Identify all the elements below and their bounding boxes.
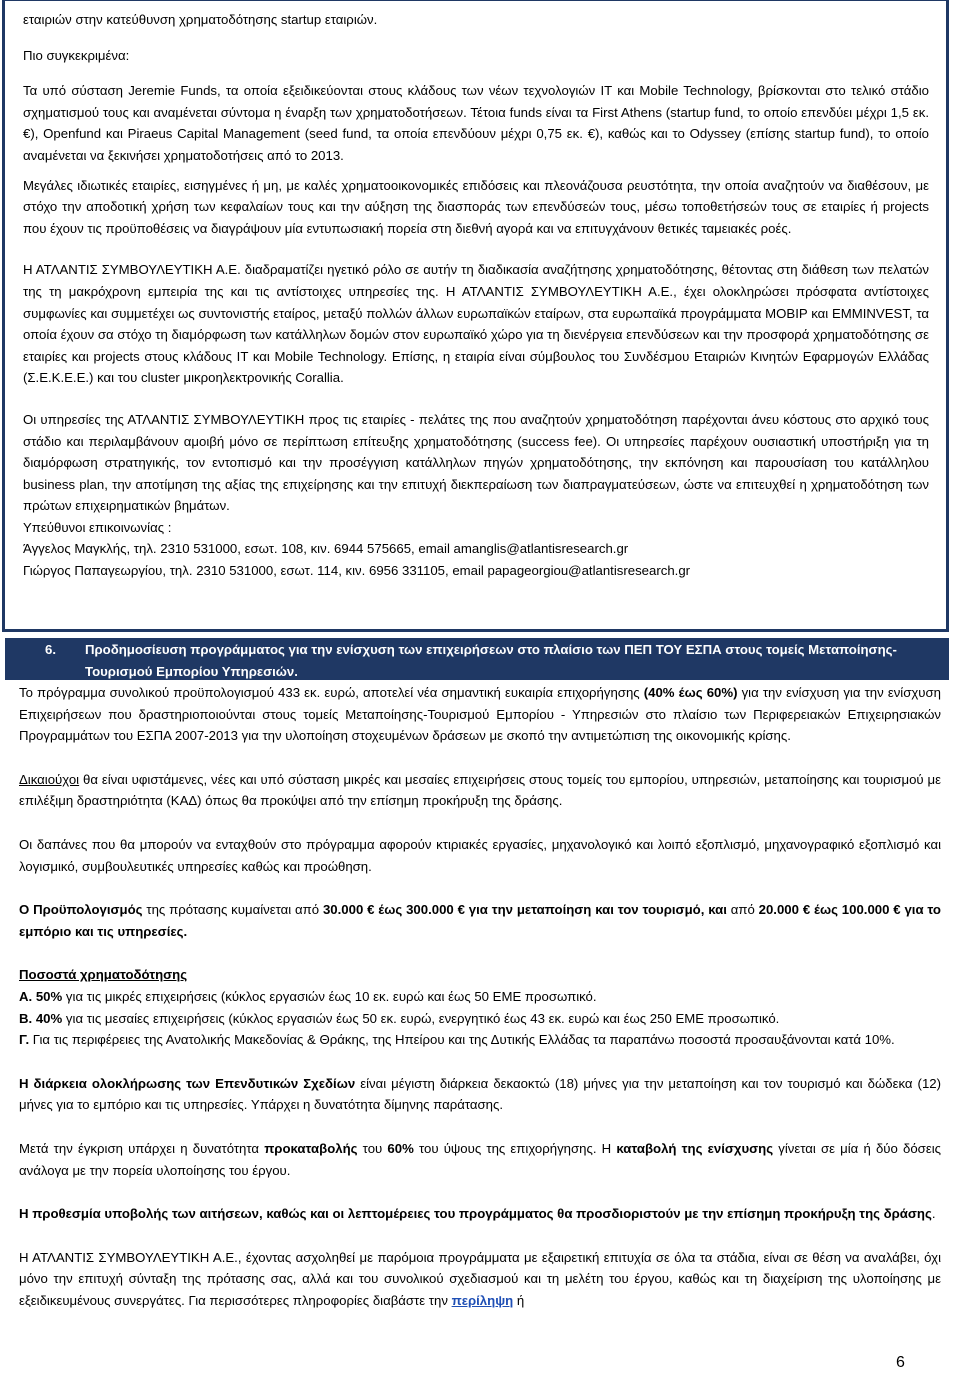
paragraph-advance-payment: Μετά την έγκριση υπάρχει η δυνατότητα προκαταβολής του 60% του ύψους της επιχορήγησης. Η καταβολή της ενίσχυσης γίνεται σε μία ή δύο δόσεις ανάλογα με την πορεία υλοποίησης του έργου. xyxy=(19,1140,941,1178)
paragraph-atlantis-services: Οι υπηρεσίες της ΑΤΛΑΝΤΙΣ ΣΥΜΒΟΥΛΕΥΤΙΚΗ προς τις εταιρίες - πελάτες της που αναζητούν χρηματοδότηση παρέχονται άνευ κόστους στο αρχικό τους στάδιο και περιλαμβάνουν αμοιβή μόνο σε περίπτωση επίτευξης χρηματοδότησης (success fee). Οι υπηρεσίες παρέχουν ουσιαστική υποστήριξη για τη διαμόρφωση στρατηγικής, τον εντοπισμό και την προσέγγιση κατάλληλων πηγών χρηματοδότησης, την εκπόνηση και παρουσίαση του κατάλληλου business plan, την αποτίμηση της αξίας της επιχείρησης και την επιτυχή διεκπεραίωση των διαπραγματεύσεων, ώστε να επιτευχθεί η χρηματοδότηση των πρώτων επιχειρηματικών βημάτων. xyxy=(23,411,929,514)
rate-regional-bonus: Γ. Για τις περιφέρειες της Ανατολικής Μακεδονίας & Θράκης, της Ηπείρου και της Δυτικής Ελλάδας τα παραπάνω ποσοστά προσαυξάνονται κατά 10%. xyxy=(19,1032,895,1048)
paragraph-more-specifically: Πιο συγκεκριμένα: xyxy=(23,47,130,63)
info-box xyxy=(2,0,949,632)
paragraph-budget: Ο Προϋπολογισμός της πρότασης κυμαίνεται από 30.000 € έως 300.000 € για την μεταποίηση και τον τουρισμό, και από 20.000 € έως 100.000 € για το εμπόριο και τις υπηρεσίες. xyxy=(19,902,941,939)
paragraph-expenses: Οι δαπάνες που θα μπορούν να ενταχθούν στο πρόγραμμα αφορούν κτιριακές εργασίες, μηχανολογικό και λοιπό εξοπλισμό, μηχανογραφικό εξοπλισμό και λογισμικό, συμβουλευτικές υπηρεσίες καθώς και προώθηση. xyxy=(19,836,941,874)
paragraph-jeremie-funds: Τα υπό σύσταση Jeremie Funds, τα οποία εξειδικεύονται στους κλάδους των νέων τεχνολογιών IT και Mobile Technology, βρίσκονται στο τελικό στάδιο σχηματισμού τους και αναμένεται σύντομα η έναρξη των χρηματοδοτήσεων. Τέτοια funds είναι τα First Athens (startup fund, το οποίο επενδύει μέχρι 1,5 εκ. €), Openfund και Piraeus Capital Management (seed fund, τα οποία επενδύουν μέχρι 0,75 εκ. €), καθώς και το Odyssey (επίσης startup fund), το οποίο αναμένεται να ξεκινήσει χρηματοδοτήσεις από το 2013. xyxy=(23,83,930,163)
summary-link[interactable]: περίληψη xyxy=(451,1292,514,1308)
section-title: Προδημοσίευση προγράμματος για την ενίσχυση των επιχειρήσεων στο πλαίσιο των ΠΕΠ ΤΟΥ ΕΣΠΑ στους τομείς Μεταποίησης-Τουρισμού Εμπορίου Υπηρεσιών. xyxy=(85,642,897,679)
paragraph-closing: Η ΑΤΛΑΝΤΙΣ ΣΥΜΒΟΥΛΕΥΤΙΚΗ Α.Ε., έχοντας ασχοληθεί με παρόμοια προγράμματα με εξαιρετική επιτυχία σε όλα τα στάδια, είναι σε θέση να αναλάβει, όχι μόνο την επιτυχή σύνταξη της πρότασης σας, αλλά και του συνολικού σχεδιασμού και τη μελέτη του έργου, καθώς και τη διαχείριση της υλοποίησης με εξειδικευμένους συνεργάτες. Για περισσότερες πληροφορίες διαβάστε την περίληψη ή xyxy=(19,1249,941,1308)
contact-papageorgiou: Γιώργος Παπαγεωργίου, τηλ. 2310 531000, εσωτ. 114, κιν. 6956 331105, email papageorgiou@atlantisresearch.gr xyxy=(23,563,691,579)
paragraph-duration: Η διάρκεια ολοκλήρωσης των Επενδυτικών Σχεδίων είναι μέγιστη διάρκεια δεκαοκτώ (18) μήνες για την μεταποίηση και τον τουρισμό και δώδεκα (12) μήνες για το εμπόριο και τις υπηρεσίες. Υπάρχει η δυνατότητα δίμηνης παράτασης. xyxy=(19,1075,942,1113)
paragraph-deadline: Η προθεσμία υποβολής των αιτήσεων, καθώς και οι λεπτομέρειες του προγράμματος θα προσδιοριστούν με την επίσημη προκήρυξη της δράσης. xyxy=(19,1206,936,1222)
section-6-heading xyxy=(5,638,949,680)
contacts-title: Υπεύθυνοι επικοινωνίας : xyxy=(23,519,172,535)
paragraph-intro: εταιριών στην κατεύθυνση χρηματοδότησης startup εταιριών. xyxy=(23,12,378,27)
contact-manglis: Άγγελος Μαγκλής, τηλ. 2310 531000, εσωτ. 108, κιν. 6944 575665, email amanglis@atlantisresearch.gr xyxy=(23,541,629,557)
paragraph-program-intro: Το πρόγραμμα συνολικού προϋπολογισμού 433 εκ. ευρώ, αποτελεί νέα σημαντική ευκαιρία επιχορήγησης (40% έως 60%) για την ενίσχυση για την ενίσχυση Επιχειρήσεων που δραστηριοποιούνται στους τομείς Μεταποίησης-Τουρισμού Εμπορίου - Υπηρεσιών στο πλαίσιο των Περιφερειακών Επιχειρησιακών Προγραμμάτων του ΕΣΠΑ 2007-2013 για την υλοποίηση στοχευμένων δράσεων με σκοπό την αντιμετώπιση της οικονομικής κρίσης. xyxy=(19,685,941,744)
paragraph-private-companies: Μεγάλες ιδιωτικές εταιρίες, εισηγμένες ή μη, με καλές χρηματοοικονομικές επιδόσεις και πλεονάζουσα ρευστότητα, την οποία αναζητούν να διαθέσουν, με στόχο την αποδοτική χρήση των κεφαλαίων τους και την αύξηση της διασποράς των επενδύσεών τους, μέσω τοποθετήσεών τους σε εταιρίες ή projects που έχουν τις προϋποθέσεις να διαγράψουν μία εντυπωσιακή πορεία στη διεθνή αγορά και να επιτυγχάνουν θετικές ταμειακές ροές. xyxy=(23,177,929,236)
rates-title: Ποσοστά χρηματοδότησης xyxy=(19,967,188,983)
paragraph-beneficiaries: Δικαιούχοι θα είναι υφιστάμενες, νέες και υπό σύσταση μικρές και μεσαίες επιχειρήσεις στους τομείς του εμπορίου, υπηρεσιών, μεταποίησης και τουρισμού με επιλέξιμη δραστηριότητα (ΚΑΔ) όπως θα προκύψει από την επίσημη προκήρυξη της δράσης. xyxy=(19,771,941,809)
paragraph-atlantis-role: Η ΑΤΛΑΝΤΙΣ ΣΥΜΒΟΥΛΕΥΤΙΚΗ Α.Ε. διαδραματίζει ηγετικό ρόλο σε αυτήν τη διαδικασία αναζήτησης χρηματοδότησης, θέτοντας στη διάθεση των πελατών της τη μακρόχρονη εμπειρία της και τις αντίστοιχες υπηρεσίες της. Η ΑΤΛΑΝΤΙΣ ΣΥΜΒΟΥΛΕΥΤΙΚΗ Α.Ε., έχει ολοκληρώσει πρόσφατα αντίστοιχες συμφωνίες και συμμετέχει ως συντονιστής εταίρος, μεταξύ πολλών άλλων ευρωπαϊκών εταίρων, στα ευρωπαϊκά προγράμματα MOBIP και EMMINVEST, τα οποία έχουν σα στόχο τη διαμόρφωση των κατάλληλων δομών στον ευρωπαϊκό χώρο για τη διενέργεια επενδύσεων και την προσφορά χρηματοδότησης σε εταιρίες και projects στους κλάδους IT και Mobile Technology. Επίσης, η εταιρία είναι σύμβουλος του Συνδέσμου Εταιριών Κινητών Εφαρμογών Ελλάδας (Σ.Ε.Κ.Ε.Ε.) και του cluster μικροηλεκτρονικής Corallia. xyxy=(23,262,929,386)
page-number: 6 xyxy=(896,1354,905,1371)
rate-medium-enterprises: Β. 40% για τις μεσαίες επιχειρήσεις (κύκλος εργασιών έως 50 εκ. ευρώ, ενεργητικό έως 43 εκ. ευρώ και έως 250 ΕΜΕ προσωπικό. xyxy=(19,1010,780,1026)
rate-small-enterprises: Α. 50% για τις μικρές επιχειρήσεις (κύκλος εργασιών έως 10 εκ. ευρώ και έως 50 ΕΜΕ προσωπικό. xyxy=(19,988,597,1004)
section-number: 6. xyxy=(45,642,56,657)
program-description xyxy=(19,682,941,1311)
